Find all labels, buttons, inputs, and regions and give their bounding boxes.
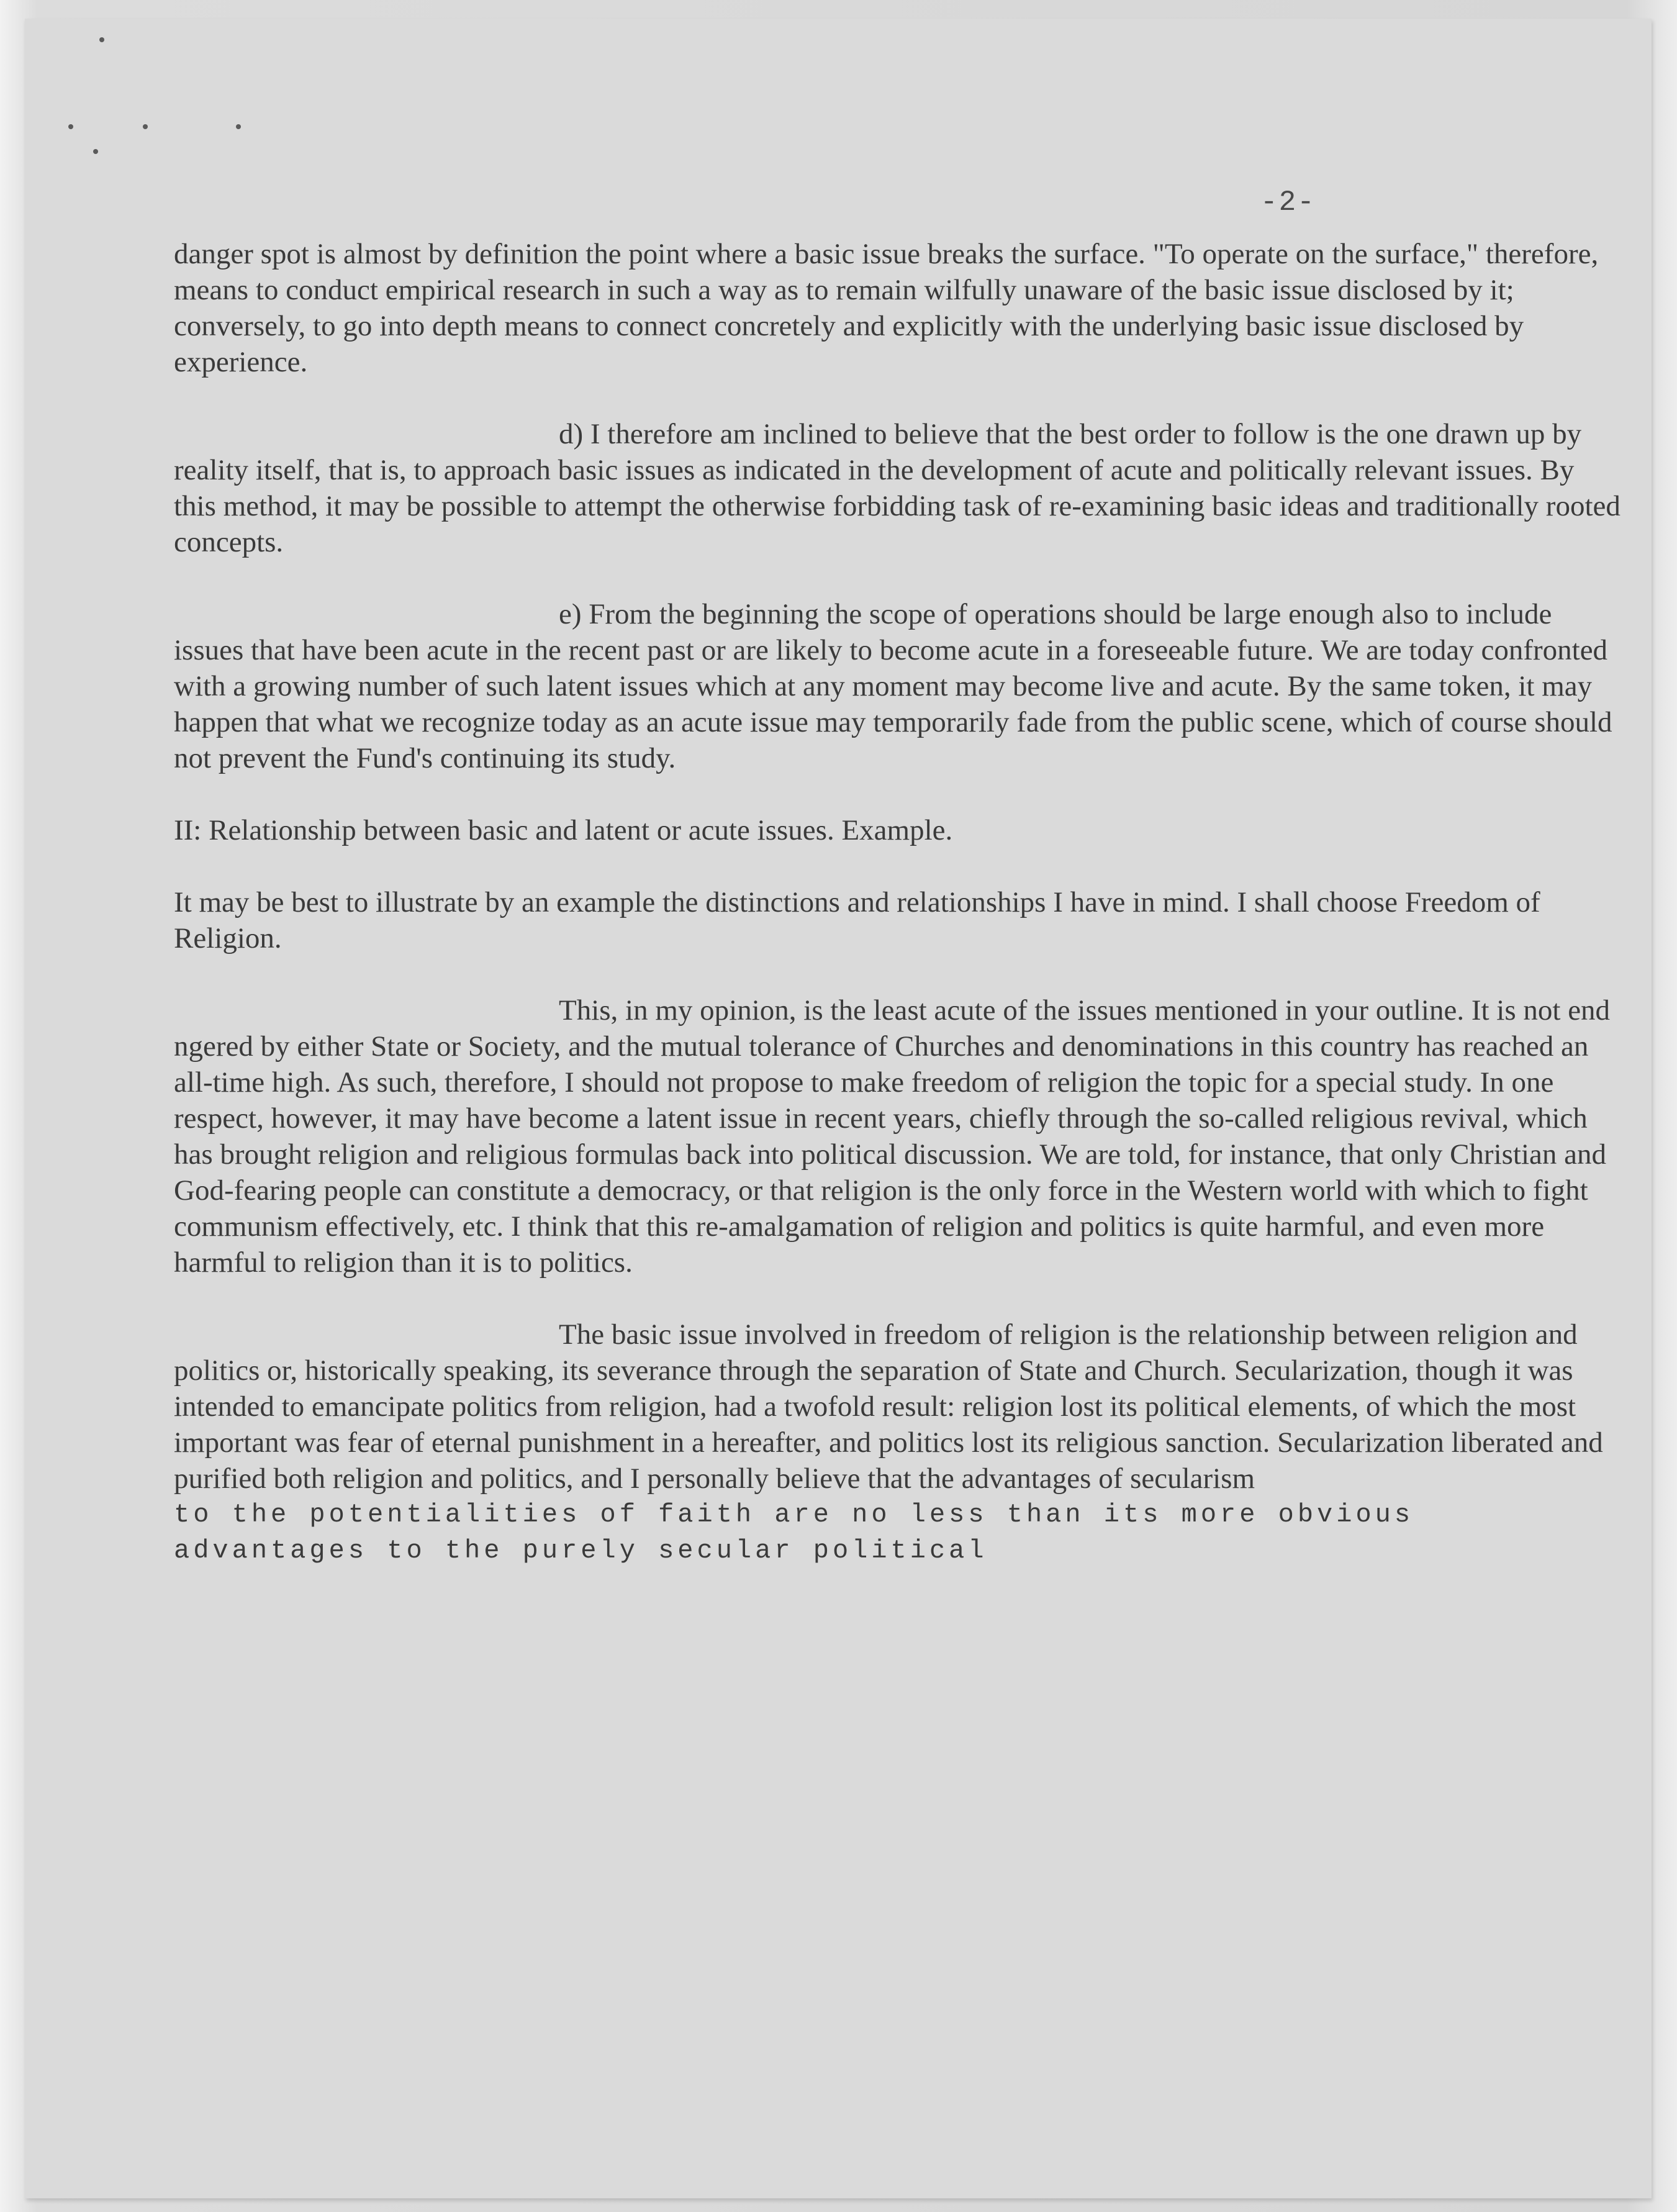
page-number: -2- <box>1260 186 1316 219</box>
paragraph-basic-issue: The basic issue involved in freedom of religion is the relationship between religion and politics or, historically speaking, its severance through the separation of State and Church. Secularization, though it was intended to emancipate politics from religion, had a twofold result: religion lost its political elements, of which the most important was fear of eternal punishment in a hereafter, and politics lost its religious sanction. Secularization liberated and purified both religion and politics, and I personally believe that the advantages of secularism <box>174 1318 1603 1495</box>
paragraph-example-intro: It may be best to illustrate by an example the distinctions and relationships I have in mind. I shall choose Freedom of Religion. <box>174 886 1540 954</box>
paragraph-danger-spot: danger spot is almost by definition the point where a basic issue breaks the surface. "To operate on the surface," therefore, means to conduct empirical research in such a way as to remain wilfully unaware of the basic issue disclosed by it; conversely, to go into depth means to connect concretely and explicitly with the underlying basic issue disclosed by experience. <box>174 238 1599 378</box>
scan-speck <box>93 149 98 154</box>
scan-speck <box>236 124 241 129</box>
paragraph-d-order: d) I therefore am inclined to believe that the best order to follow is the one drawn up by reality itself, that is, to approach basic issues as indicated in the development of acute and politically relevant issues. By this method, it may be possible to attempt the otherwise forbidding task of re-examining basic ideas and traditionally rooted concepts. <box>174 418 1620 558</box>
paragraph-freedom-of-religion: This, in my opinion, is the least acute of the issues mentioned in your outline. It is not end ngered by either State or Society, and the mutual tolerance of Churches and denominations in this country has reached an all-time high. As such, therefore, I should not propose to make freedom of religion the topic for a special study. In one respect, however, it may have become a latent issue in recent years, chiefly through the so-called religious revival, which has brought religion and religious formulas back into political discussion. We are told, for instance, that only Christian and God-fearing people can constitute a democracy, or that religion is the only force in the Western world with which to fight communism effectively, etc. I think that this re-amalgamation of religion and politics is quite harmful, and even more harmful to religion than it is to politics. <box>174 994 1611 1279</box>
section-heading-ii: II: Relationship between basic and latent or acute issues. Example. <box>174 814 953 846</box>
scan-speck <box>68 124 73 129</box>
paragraph-basic-issue-continued: to the potentialities of faith are no less than its more obvious advantages to the purely secular political <box>174 1500 1414 1566</box>
scan-speck <box>99 37 104 42</box>
paragraph-e-scope: e) From the beginning the scope of operations should be large enough also to include issues that have been acute in the recent past or are likely to become acute in a foreseeable future. We are today confronted with a growing number of such latent issues which at any moment may become live and acute. By the same token, it may happen that what we recognize today as an acute issue may temporarily fade from the public scene, which of course should not prevent the Fund's continuing its study. <box>174 598 1612 774</box>
scan-speck <box>143 124 148 129</box>
document-body <box>174 236 1620 1605</box>
